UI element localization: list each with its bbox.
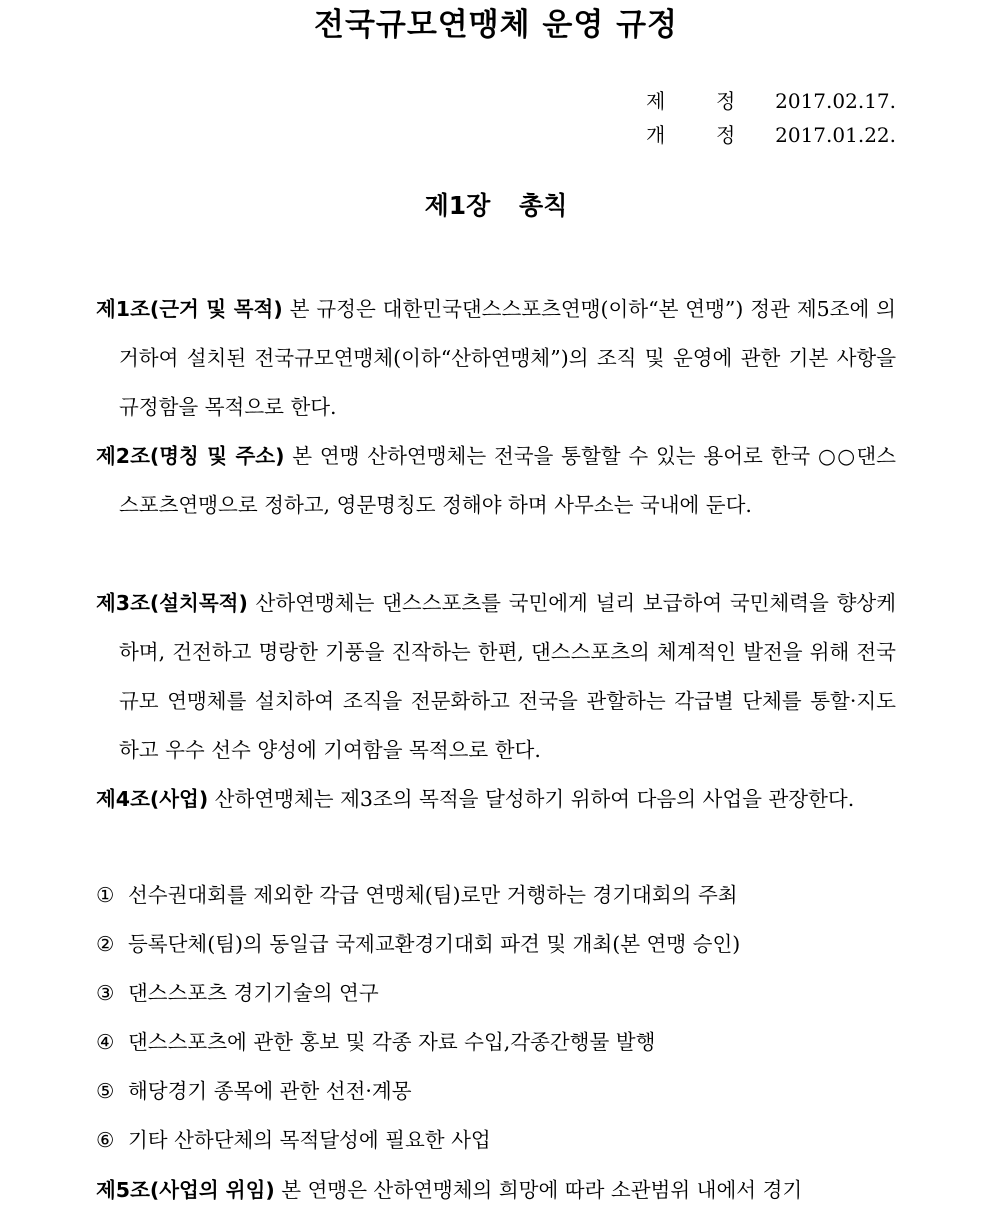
list-item <box>96 1018 896 1067</box>
article-3 <box>96 579 896 775</box>
document-title: 전국규모연맹체 운영 규정 <box>314 7 678 43</box>
article-4-item-list <box>96 871 896 1165</box>
item-number: ④ <box>96 1030 115 1054</box>
list-item <box>96 1067 896 1116</box>
article-body: 산하연맹체는 제3조의 목적을 달성하기 위하여 다음의 사업을 관장한다. <box>214 787 855 811</box>
article-1 <box>96 285 896 432</box>
item-text: 기타 산하단체의 목적달성에 필요한 사업 <box>128 1128 491 1152</box>
item-text: 댄스스포츠에 관한 홍보 및 각종 자료 수입,각종간행물 발행 <box>128 1030 656 1054</box>
article-body: 본 규정은 대한민국댄스스포츠연맹(이하“본 연맹”) 정관 제5조에 의거하여 설치된 전국규모연맹체(이하“산하연맹체”)의 조직 및 운영에 관한 기본 사항을 규정함을 목적으로 한다. <box>119 297 896 419</box>
item-number: ③ <box>96 981 115 1005</box>
enactment-date: 2017.02.17. <box>775 89 896 113</box>
chapter-name: 총칙 <box>519 191 568 220</box>
article-body: 본 연맹 산하연맹체는 전국을 통할할 수 있는 용어로 한국 ○○댄스스포츠연맹으로 정하고, 영문명칭도 정해야 하며 사무소는 국내에 둔다. <box>119 444 896 517</box>
item-text: 선수권대회를 제외한 각급 연맹체(팀)로만 거행하는 경기대회의 주최 <box>128 883 738 907</box>
list-item <box>96 871 896 920</box>
item-text: 등록단체(팀)의 동일급 국제교환경기대회 파견 및 개최(본 연맹 승인) <box>128 932 741 956</box>
meta-label-char: 정 <box>716 89 736 113</box>
enactment-date-row <box>646 88 896 114</box>
item-number: ⑤ <box>96 1079 115 1103</box>
article-body: 본 연맹은 산하연맹체의 희망에 따라 소관범위 내에서 경기 <box>281 1178 803 1202</box>
article-body: 산하연맹체는 댄스스포츠를 국민에게 널리 보급하여 국민체력을 향상케 하며, 건전하고 명랑한 기풍을 진작하는 한편, 댄스스포츠의 체계적인 발전을 위해 전국규모 연맹체를 설치하여 조직을 전문화하고 전국을 관할하는 각급별 단체를 통할·지도하고 우수 선수 양성에 기여함을 목적으로 한다. <box>119 591 896 762</box>
article-heading: 제2조(명칭 및 주소) <box>96 444 285 468</box>
meta-label-char: 제 <box>646 89 666 113</box>
article-5 <box>96 1166 896 1210</box>
amendment-date: 2017.01.22. <box>775 123 896 147</box>
item-text: 댄스스포츠 경기기술의 연구 <box>128 981 379 1005</box>
article-heading: 제5조(사업의 위임) <box>96 1178 275 1202</box>
article-heading: 제1조(근거 및 목적) <box>96 297 283 321</box>
chapter-number: 제1장 <box>424 191 491 220</box>
item-number: ① <box>96 883 115 907</box>
list-item <box>96 1116 896 1165</box>
chapter-heading <box>0 188 992 224</box>
amendment-date-row <box>646 122 896 148</box>
list-item <box>96 969 896 1018</box>
article-heading: 제4조(사업) <box>96 787 209 811</box>
article-heading: 제3조(설치목적) <box>96 591 248 615</box>
article-4 <box>96 775 896 824</box>
item-number: ② <box>96 932 115 956</box>
meta-label-char: 개 <box>646 123 666 147</box>
meta-label-char: 정 <box>716 123 736 147</box>
item-text: 해당경기 종목에 관한 선전·계몽 <box>128 1079 412 1103</box>
item-number: ⑥ <box>96 1128 115 1152</box>
article-2 <box>96 432 896 530</box>
list-item <box>96 920 896 969</box>
